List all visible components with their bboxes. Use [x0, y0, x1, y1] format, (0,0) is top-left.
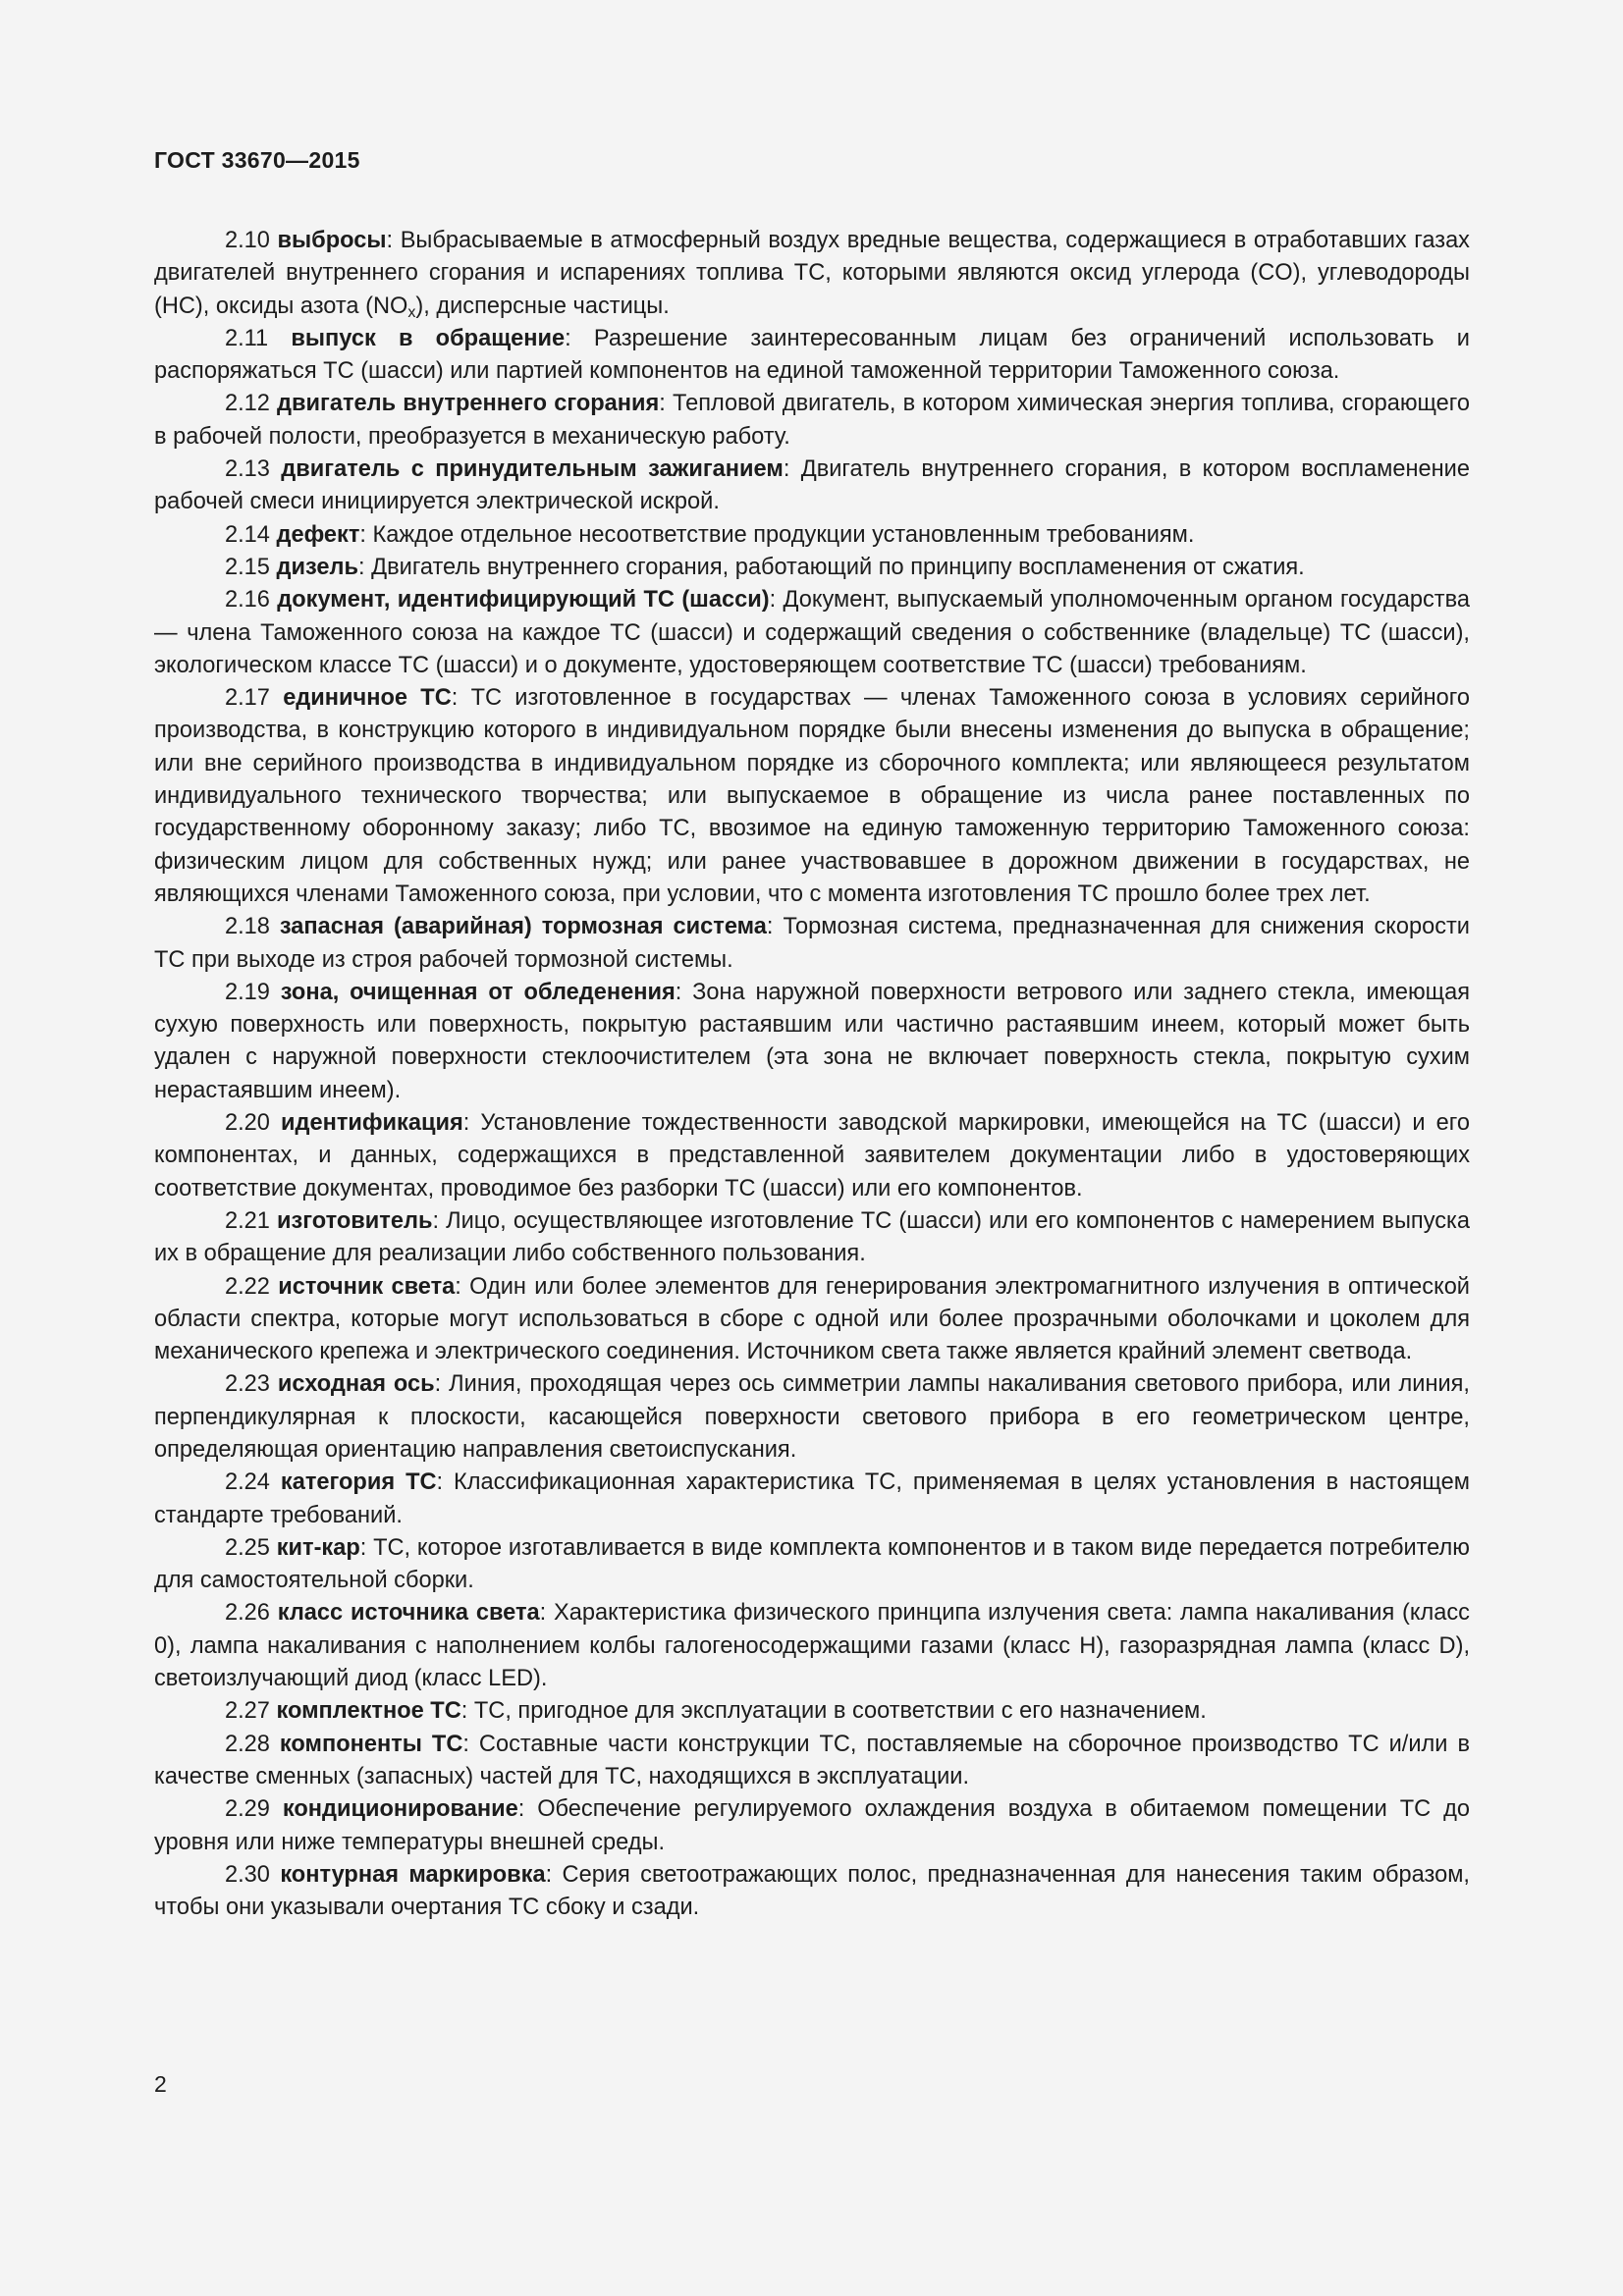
definition-entry: 2.17 единичное ТС: ТС изготовленное в государствах — членах Таможенного союза в условиях серийного производства, в конструкцию которого в индивидуальном порядке были внесены изменения до выпуска в обращение; или вне серийного производства в индивидуальном порядке из сборочного комплекта; или являющееся результатом индивидуального технического творчества; или выпускаемое в обращение из числа ранее поставленных по государственному оборонному заказу; либо ТС, ввозимое на единую таможенную территорию Таможенного союза: физическим лицом для собственных нужд; или ранее участвовавшее в дорожном движении в государствах, не являющихся членами Таможенного союза, при условии, что с момента изготовления ТС прошло более трех лет.: [154, 685, 1470, 907]
entry-number: 2.26: [225, 1600, 270, 1627]
subscript-x: x: [407, 303, 416, 321]
definition-entry: 2.12 двигатель внутреннего сгорания: Тепловой двигатель, в котором химическая энергия топлива, сгорающего в рабочей полости, преобразуется в механическую работу.: [154, 391, 1470, 450]
entry-definition: Линия, проходящая через ось симметрии лампы накаливания светового прибора, или линия, перпендикулярная к плоскости, касающейся поверхности светового прибора в его геометрическом центре, определяющая ориентацию направления светоиспускания.: [154, 1371, 1470, 1463]
definition-entry: 2.21 изготовитель: Лицо, осуществляющее изготовление ТС (шасси) или его компонентов с намерением выпуска их в обращение для реализации либо собственного пользования.: [154, 1207, 1470, 1267]
entry-number: 2.15: [225, 554, 270, 580]
entry-term: выпуск в обращение: [291, 325, 566, 351]
entry-term: двигатель с принудительным зажиганием: [281, 456, 784, 483]
entry-definition: Выбрасываемые в атмосферный воздух вредные вещества, содержащиеся в отработавших газах двигателей внутреннего сгорания и испарениях топлива ТС, которыми являются оксид углерода (CO), углеводороды (HC), оксиды азота (NO: [154, 228, 1470, 319]
entry-definition: ТС, пригодное для эксплуатации в соответствии с его назначением.: [473, 1698, 1207, 1725]
entry-term: источник света: [278, 1273, 456, 1300]
entry-definition: Лицо, осуществляющее изготовление ТС (шасси) или его компонентов с намерением выпуска их в обращение для реализации либо собственного пользования.: [154, 1207, 1470, 1267]
entry-term: комплектное ТС: [276, 1698, 461, 1725]
entry-term: запасная (аварийная) тормозная система: [279, 914, 767, 940]
page-number: 2: [154, 2071, 167, 2097]
definition-entry: 2.24 категория ТС: Классификационная характеристика ТС, применяемая в целях установления в настоящем стандарте требований.: [154, 1469, 1470, 1528]
entry-definition: Один или более элементов для генерирования электромагнитного излучения в оптической области спектра, которые могут использоваться в сборе с одной или более прозрачными оболочками и цоколем для механического крепежа и электрического соединения. Источником света также является крайний элемент светвода.: [154, 1273, 1470, 1365]
definitions-list: [154, 225, 1470, 1924]
document-code-header: ГОСТ 33670—2015: [154, 147, 360, 173]
definition-entry: 2.22 источник света: Один или более элементов для генерирования электромагнитного излучения в оптической области спектра, которые могут использоваться в сборе с одной или более прозрачными оболочками и цоколем для механического крепежа и электрического соединения. Источником света также является крайний элемент светвода.: [154, 1273, 1470, 1365]
entry-term: двигатель внутреннего сгорания: [277, 391, 660, 417]
entry-term: идентификация: [280, 1110, 463, 1137]
definition-entry: 2.13 двигатель с принудительным зажиганием: Двигатель внутреннего сгорания, в котором воспламенение рабочей смеси инициируется электрической искрой.: [154, 456, 1470, 515]
entry-number: 2.20: [225, 1110, 270, 1137]
definition-entry: 2.29 кондиционирование: Обеспечение регулируемого охлаждения воздуха в обитаемом помещении ТС до уровня или ниже температуры внешней среды.: [154, 1796, 1470, 1855]
entry-term: изготовитель: [277, 1207, 433, 1234]
entry-definition: Каждое отдельное несоответствие продукции установленным требованиям.: [372, 521, 1195, 548]
entry-number: 2.21: [225, 1207, 270, 1234]
entry-term: кит-кар: [276, 1534, 360, 1561]
entry-definition: Зона наружной поверхности ветрового или заднего стекла, имеющая сухую поверхность или поверхность, покрытую растаявшим или частично растаявшим инеем, который может быть удален с наружной поверхности стеклоочистителем (эта зона не включает поверхность стекла, покрытую сухим нерастаявшим инеем).: [154, 979, 1470, 1103]
definition-entry: 2.18 запасная (аварийная) тормозная система: Тормозная система, предназначенная для снижения скорости ТС при выходе из строя рабочей тормозной системы.: [154, 914, 1470, 973]
entry-number: 2.17: [225, 685, 270, 712]
entry-definition: Тепловой двигатель, в котором химическая энергия топлива, сгорающего в рабочей полости, преобразуется в механическую работу.: [154, 391, 1470, 450]
entry-number: 2.11: [225, 325, 269, 351]
entry-number: 2.23: [225, 1371, 270, 1398]
entry-definition: Характеристика физического принципа излучения света: лампа накаливания (класс 0), лампа накаливания с наполнением колбы галогеносодержащими газами (класс H), газоразрядная лампа (класс D), светоизлучающий диод (класс LED).: [154, 1600, 1470, 1692]
entry-number: 2.12: [225, 391, 270, 417]
definition-entry: 2.19 зона, очищенная от обледенения: Зона наружной поверхности ветрового или заднего стекла, имеющая сухую поверхность или поверхность, покрытую растаявшим или частично растаявшим инеем, который может быть удален с наружной поверхности стеклоочистителем (эта зона не включает поверхность стекла, покрытую сухим нерастаявшим инеем).: [154, 979, 1470, 1103]
definition-entry: 2.23 исходная ось: Линия, проходящая через ось симметрии лампы накаливания светового прибора, или линия, перпендикулярная к плоскости, касающейся поверхности светового прибора в его геометрическом центре, определяющая ориентацию направления светоиспускания.: [154, 1371, 1470, 1463]
entry-term: документ, идентифицирующий ТС (шасси): [277, 587, 770, 614]
entry-term: категория ТС: [280, 1469, 437, 1496]
entry-number: 2.28: [225, 1731, 270, 1757]
entry-definition: ТС изготовленное в государствах — членах Таможенного союза в условиях серийного производства, в конструкцию которого в индивидуальном порядке были внесены изменения до выпуска в обращение; или вне серийного производства в индивидуальном порядке из сборочного комплекта; или являющееся результатом индивидуального технического творчества; или выпускаемое в обращение из числа ранее поставленных по государственному оборонному заказу; либо ТС, ввозимое на единую таможенную территорию Таможенного союза: физическим лицом для собственных нужд; или ранее участвовавшее в дорожном движении в государствах, не являющихся членами Таможенного союза, при условии, что с момента изготовления ТС прошло более трех лет.: [154, 685, 1470, 907]
entry-number: 2.16: [225, 587, 270, 614]
entry-term: зона, очищенная от обледенения: [280, 979, 676, 1005]
entry-number: 2.30: [225, 1861, 270, 1888]
entry-number: 2.14: [225, 521, 270, 548]
entry-definition-tail: ), дисперсные частицы.: [415, 293, 670, 319]
entry-number: 2.24: [225, 1469, 270, 1496]
entry-number: 2.29: [225, 1796, 270, 1823]
definition-entry: 2.26 класс источника света: Характеристика физического принципа излучения света: лампа накаливания (класс 0), лампа накаливания с наполнением колбы галогеносодержащими газами (класс H), газоразрядная лампа (класс D), светоизлучающий диод (класс LED).: [154, 1600, 1470, 1692]
entry-number: 2.19: [225, 979, 270, 1005]
entry-definition: Тормозная система, предназначенная для снижения скорости ТС при выходе из строя рабочей тормозной системы.: [154, 914, 1470, 973]
entry-number: 2.13: [225, 456, 270, 483]
entry-definition: Двигатель внутреннего сгорания, работающий по принципу воспламенения от сжатия.: [371, 554, 1305, 580]
entry-definition: Двигатель внутреннего сгорания, в котором воспламенение рабочей смеси инициируется электрической искрой.: [154, 456, 1470, 515]
entry-term: выбросы: [277, 228, 387, 253]
entry-definition: Составные части конструкции ТС, поставляемые на сборочное производство ТС и/или в качестве сменных (запасных) частей для ТС, находящихся в эксплуатации.: [154, 1731, 1470, 1789]
entry-definition: Обеспечение регулируемого охлаждения воздуха в обитаемом помещении ТС до уровня или ниже температуры внешней среды.: [154, 1796, 1470, 1855]
definition-entry: 2.15 дизель: Двигатель внутреннего сгорания, работающий по принципу воспламенения от сжатия.: [225, 554, 1305, 580]
entry-term: класс источника света: [277, 1600, 540, 1627]
entry-term: кондиционирование: [282, 1796, 518, 1823]
entry-term: исходная ось: [277, 1371, 435, 1398]
definition-entry: 2.11 выпуск в обращение: Разрешение заинтересованным лицам без ограничений использовать и распоряжаться ТС (шасси) или партией компонентов на единой таможенной территории Таможенного союза.: [154, 325, 1470, 385]
entry-number: 2.27: [225, 1698, 270, 1725]
definition-entry: 2.16 документ, идентифицирующий ТС (шасси): Документ, выпускаемый уполномоченным органом государства — члена Таможенного союза на каждое ТС (шасси) и содержащий сведения о собственнике (владельце) ТС (шасси), экологическом классе ТС (шасси) и о документе, удостоверяющем соответствие ТС (шасси) требованиям.: [154, 587, 1470, 678]
entry-number: 2.22: [225, 1273, 270, 1300]
entry-number: 2.25: [225, 1534, 270, 1561]
entry-definition: Установление тождественности заводской маркировки, имеющейся на ТС (шасси) и его компонентах, и данных, содержащихся в представленной заявителем документации либо в удостоверяющих соответствие документах, проводимое без разборки ТС (шасси) или его компонентов.: [154, 1110, 1470, 1201]
entry-definition: Разрешение заинтересованным лицам без ограничений использовать и распоряжаться ТС (шасси) или партией компонентов на единой таможенной территории Таможенного союза.: [154, 325, 1470, 385]
definition-entry: 2.10 выбросы: Выбрасываемые в атмосферный воздух вредные вещества, содержащиеся в отработавших газах двигателей внутреннего сгорания и испарениях топлива ТС, которыми являются оксид углерода (CO), углеводороды (HC), оксиды азота $(NO_x)$, дисперсные частицы.: [154, 228, 1470, 321]
entry-definition: ТС, которое изготавливается в виде комплекта компонентов и в таком виде передается потребителю для самостоятельной сборки.: [154, 1534, 1470, 1594]
entry-number: 2.10: [225, 228, 270, 253]
definition-entry: 2.27 комплектное ТС: ТС, пригодное для эксплуатации в соответствии с его назначением.: [225, 1698, 1207, 1725]
entry-term: компоненты ТС: [279, 1731, 463, 1757]
definition-entry: 2.30 контурная маркировка: Серия светоотражающих полос, предназначенная для нанесения таким образом, чтобы они указывали очертания ТС сбоку и сзади.: [154, 1861, 1470, 1921]
entry-definition: Классификационная характеристика ТС, применяемая в целях установления в настоящем стандарте требований.: [154, 1469, 1470, 1528]
definition-entry: 2.25 кит-кар: ТС, которое изготавливается в виде комплекта компонентов и в таком виде передается потребителю для самостоятельной сборки.: [154, 1534, 1470, 1594]
entry-definition: Серия светоотражающих полос, предназначенная для нанесения таким образом, чтобы они указывали очертания ТС сбоку и сзади.: [154, 1861, 1470, 1921]
definition-entry: 2.20 идентификация: Установление тождественности заводской маркировки, имеющейся на ТС (шасси) и его компонентах, и данных, содержащихся в представленной заявителем документации либо в удостоверяющих соответствие документах, проводимое без разборки ТС (шасси) или его компонентов.: [154, 1110, 1470, 1201]
definition-entry: 2.14 дефект: Каждое отдельное несоответствие продукции установленным требованиям.: [225, 521, 1195, 548]
definition-entry: 2.28 компоненты ТС: Составные части конструкции ТС, поставляемые на сборочное производство ТС и/или в качестве сменных (запасных) частей для ТС, находящихся в эксплуатации.: [154, 1731, 1470, 1789]
entry-term: дефект: [276, 521, 360, 548]
entry-term: дизель: [276, 554, 358, 580]
entry-term: единичное ТС: [283, 685, 452, 712]
entry-definition: Документ, выпускаемый уполномоченным органом государства — члена Таможенного союза на каждое ТС (шасси) и содержащий сведения о собственнике (владельце) ТС (шасси), экологическом классе ТС (шасси) и о документе, удостоверяющем соответствие ТС (шасси) требованиям.: [154, 587, 1470, 678]
entry-number: 2.18: [225, 914, 270, 940]
entry-term: контурная маркировка: [280, 1861, 546, 1888]
